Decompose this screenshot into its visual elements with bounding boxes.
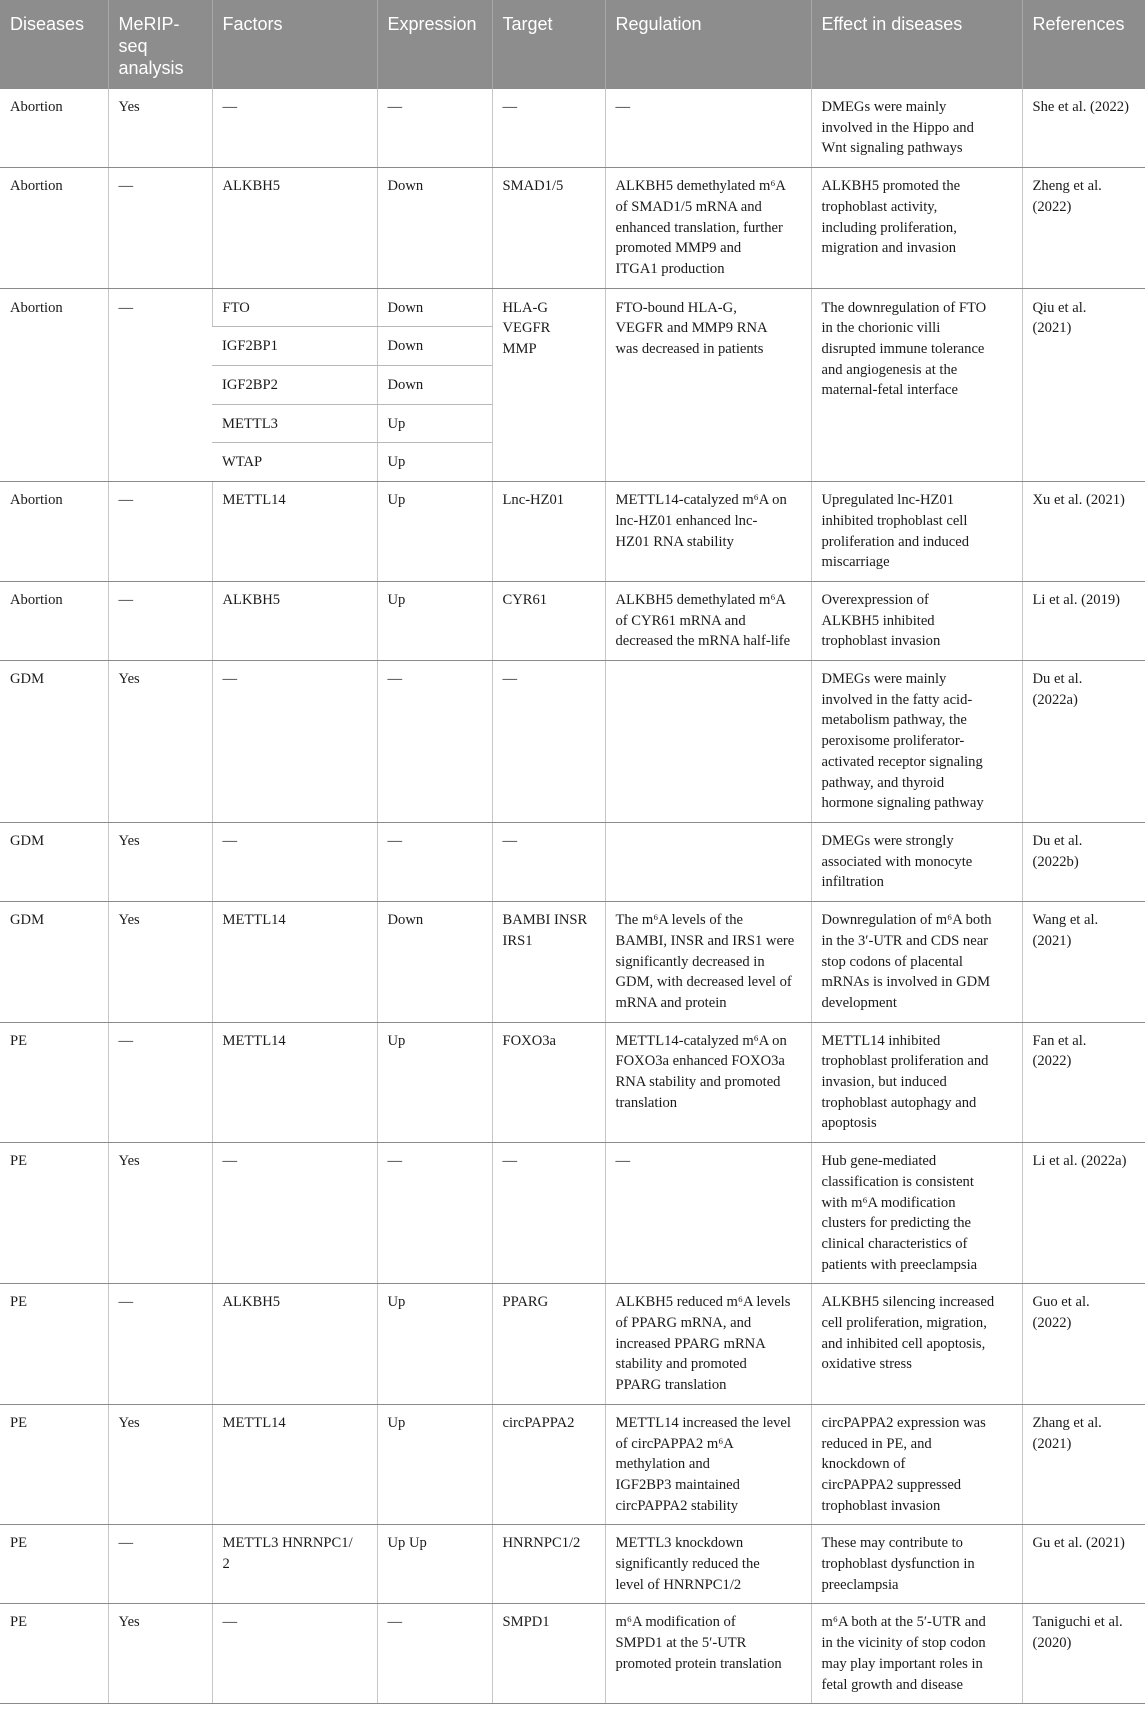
cell-disease: Abortion xyxy=(0,288,108,482)
table-row xyxy=(0,89,1145,168)
header-regulation: Regulation xyxy=(605,0,811,89)
cell-reference: Zhang et al. (2021) xyxy=(1022,1404,1145,1525)
cell-disease: PE xyxy=(0,1022,108,1143)
header-references: References xyxy=(1022,0,1145,89)
cell-expression: — xyxy=(377,1143,492,1284)
cell-disease: Abortion xyxy=(0,168,108,289)
cell-expression: Up xyxy=(377,404,492,443)
cell-target: SMPD1 xyxy=(492,1604,605,1704)
cell-reference: Gu et al. (2021) xyxy=(1022,1525,1145,1604)
cell-regulation xyxy=(605,822,811,901)
cell-merip: — xyxy=(108,1022,212,1143)
header-factors: Factors xyxy=(212,0,377,89)
cell-factor: IGF2BP2 xyxy=(212,366,377,405)
cell-merip: Yes xyxy=(108,1404,212,1525)
cell-effect: Downregulation of m⁶A both in the 3′-UTR and CDS near stop codons of placental mRNAs is involved in GDM development xyxy=(811,902,1022,1023)
cell-regulation: METTL14-catalyzed m⁶A on FOXO3a enhanced FOXO3a RNA stability and promoted translation xyxy=(605,1022,811,1143)
table-row xyxy=(0,661,1145,823)
cell-factor: — xyxy=(212,89,377,168)
cell-expression: — xyxy=(377,661,492,823)
cell-expression: — xyxy=(377,1604,492,1704)
cell-disease: Abortion xyxy=(0,89,108,168)
cell-factor: WTAP xyxy=(212,443,377,482)
cell-reference: Du et al. (2022b) xyxy=(1022,822,1145,901)
cell-merip: Yes xyxy=(108,89,212,168)
table-row xyxy=(0,1404,1145,1525)
cell-merip: — xyxy=(108,1284,212,1405)
cell-merip: Yes xyxy=(108,661,212,823)
cell-factor: METTL14 xyxy=(212,902,377,1023)
table-row xyxy=(0,1022,1145,1143)
table-row xyxy=(0,482,1145,582)
table-row xyxy=(0,288,1145,327)
cell-expression: Up xyxy=(377,482,492,582)
table-row xyxy=(0,1143,1145,1284)
cell-target: BAMBI INSR IRS1 xyxy=(492,902,605,1023)
cell-target: CYR61 xyxy=(492,581,605,660)
cell-target: PPARG xyxy=(492,1284,605,1405)
cell-effect: These may contribute to trophoblast dysfunction in preeclampsia xyxy=(811,1525,1022,1604)
cell-target: SMAD1/5 xyxy=(492,168,605,289)
cell-merip: Yes xyxy=(108,822,212,901)
cell-effect: Overexpression of ALKBH5 inhibited trophoblast invasion xyxy=(811,581,1022,660)
cell-target: HNRNPC1/2 xyxy=(492,1525,605,1604)
cell-factor: — xyxy=(212,822,377,901)
table-row xyxy=(0,1604,1145,1704)
header-row xyxy=(0,0,1145,89)
cell-factor: ALKBH5 xyxy=(212,581,377,660)
cell-expression: Down xyxy=(377,168,492,289)
cell-effect: DMEGs were strongly associated with monocyte infiltration xyxy=(811,822,1022,901)
cell-regulation: METTL14-catalyzed m⁶A on lnc-HZ01 enhanced lnc- HZ01 RNA stability xyxy=(605,482,811,582)
cell-reference: Li et al. (2022a) xyxy=(1022,1143,1145,1284)
cell-disease: PE xyxy=(0,1525,108,1604)
table-row xyxy=(0,902,1145,1023)
cell-reference: Zheng et al. (2022) xyxy=(1022,168,1145,289)
cell-target: circPAPPA2 xyxy=(492,1404,605,1525)
header-expression: Expression xyxy=(377,0,492,89)
cell-merip: — xyxy=(108,1525,212,1604)
cell-factor: — xyxy=(212,1604,377,1704)
cell-target: — xyxy=(492,822,605,901)
table-row xyxy=(0,1525,1145,1604)
cell-regulation: — xyxy=(605,89,811,168)
cell-regulation: — xyxy=(605,1143,811,1284)
cell-regulation: The m⁶A levels of the BAMBI, INSR and IRS1 were significantly decreased in GDM, with decreased level of mRNA and protein xyxy=(605,902,811,1023)
cell-effect: DMEGs were mainly involved in the fatty acid- metabolism pathway, the peroxisome proliferator- activated receptor signaling pathway, and thyroid hormone signaling pathway xyxy=(811,661,1022,823)
cell-reference: Fan et al. (2022) xyxy=(1022,1022,1145,1143)
cell-factor: METTL14 xyxy=(212,1022,377,1143)
cell-disease: Abortion xyxy=(0,581,108,660)
cell-regulation: FTO-bound HLA-G, VEGFR and MMP9 RNA was decreased in patients xyxy=(605,288,811,482)
cell-reference: She et al. (2022) xyxy=(1022,89,1145,168)
cell-reference: Li et al. (2019) xyxy=(1022,581,1145,660)
cell-expression: Up xyxy=(377,581,492,660)
cell-regulation: METTL14 increased the level of circPAPPA2 m⁶A methylation and IGF2BP3 maintained circPAPPA2 stability xyxy=(605,1404,811,1525)
cell-disease: GDM xyxy=(0,902,108,1023)
cell-effect: DMEGs were mainly involved in the Hippo and Wnt signaling pathways xyxy=(811,89,1022,168)
cell-merip: — xyxy=(108,168,212,289)
header-effect-in-diseases: Effect in diseases xyxy=(811,0,1022,89)
cell-factor: IGF2BP1 xyxy=(212,327,377,366)
cell-target: FOXO3a xyxy=(492,1022,605,1143)
cell-merip: Yes xyxy=(108,1604,212,1704)
cell-disease: PE xyxy=(0,1404,108,1525)
cell-reference: Du et al. (2022a) xyxy=(1022,661,1145,823)
cell-factor: — xyxy=(212,661,377,823)
header-target: Target xyxy=(492,0,605,89)
cell-regulation: ALKBH5 demethylated m⁶A of CYR61 mRNA and decreased the mRNA half-life xyxy=(605,581,811,660)
cell-expression: Down xyxy=(377,327,492,366)
cell-expression: Down xyxy=(377,366,492,405)
cell-factor: — xyxy=(212,1143,377,1284)
cell-regulation: METTL3 knockdown significantly reduced the level of HNRNPC1/2 xyxy=(605,1525,811,1604)
cell-effect: Hub gene-mediated classification is consistent with m⁶A modification clusters for predicting the clinical characteristics of patients with preeclampsia xyxy=(811,1143,1022,1284)
cell-expression: Up Up xyxy=(377,1525,492,1604)
cell-regulation: ALKBH5 demethylated m⁶A of SMAD1/5 mRNA and enhanced translation, further promoted MMP9 and ITGA1 production xyxy=(605,168,811,289)
cell-merip: Yes xyxy=(108,1143,212,1284)
cell-merip: — xyxy=(108,482,212,582)
cell-merip: — xyxy=(108,288,212,482)
cell-factor: METTL3 xyxy=(212,404,377,443)
cell-expression: Up xyxy=(377,1022,492,1143)
cell-disease: GDM xyxy=(0,822,108,901)
cell-effect: The downregulation of FTO in the chorionic villi disrupted immune tolerance and angiogenesis at the maternal-fetal interface xyxy=(811,288,1022,482)
cell-reference: Xu et al. (2021) xyxy=(1022,482,1145,582)
cell-regulation xyxy=(605,661,811,823)
cell-reference: Wang et al. (2021) xyxy=(1022,902,1145,1023)
cell-target: — xyxy=(492,89,605,168)
cell-disease: PE xyxy=(0,1604,108,1704)
cell-effect: ALKBH5 silencing increased cell proliferation, migration, and inhibited cell apoptosis, oxidative stress xyxy=(811,1284,1022,1405)
cell-effect: m⁶A both at the 5′-UTR and in the vicinity of stop codon may play important roles in fetal growth and disease xyxy=(811,1604,1022,1704)
cell-disease: PE xyxy=(0,1143,108,1284)
cell-expression: — xyxy=(377,822,492,901)
cell-factor: METTL3 HNRNPC1/ 2 xyxy=(212,1525,377,1604)
cell-target: — xyxy=(492,1143,605,1284)
table-row xyxy=(0,581,1145,660)
cell-target: HLA-G VEGFR MMP xyxy=(492,288,605,482)
cell-disease: PE xyxy=(0,1284,108,1405)
cell-factor: ALKBH5 xyxy=(212,168,377,289)
cell-target: — xyxy=(492,661,605,823)
cell-reference: Qiu et al. (2021) xyxy=(1022,288,1145,482)
cell-effect: ALKBH5 promoted the trophoblast activity, including proliferation, migration and invasion xyxy=(811,168,1022,289)
cell-factor: FTO xyxy=(212,288,377,327)
cell-expression: Down xyxy=(377,288,492,327)
cell-merip: — xyxy=(108,581,212,660)
cell-disease: Abortion xyxy=(0,482,108,582)
header-merip-seq-analysis: MeRIP- seq analysis xyxy=(108,0,212,89)
cell-target: Lnc-HZ01 xyxy=(492,482,605,582)
cell-reference: Taniguchi et al. (2020) xyxy=(1022,1604,1145,1704)
cell-effect: circPAPPA2 expression was reduced in PE, and knockdown of circPAPPA2 suppressed trophoblast invasion xyxy=(811,1404,1022,1525)
cell-merip: Yes xyxy=(108,902,212,1023)
cell-expression: Up xyxy=(377,1404,492,1525)
table-row xyxy=(0,822,1145,901)
cell-reference: Guo et al. (2022) xyxy=(1022,1284,1145,1405)
cell-regulation: m⁶A modification of SMPD1 at the 5′-UTR promoted protein translation xyxy=(605,1604,811,1704)
table-row xyxy=(0,1284,1145,1405)
cell-factor: METTL14 xyxy=(212,1404,377,1525)
cell-effect: Upregulated lnc-HZ01 inhibited trophoblast cell proliferation and induced miscarriage xyxy=(811,482,1022,582)
cell-expression: Up xyxy=(377,443,492,482)
cell-effect: METTL14 inhibited trophoblast proliferation and invasion, but induced trophoblast autophagy and apoptosis xyxy=(811,1022,1022,1143)
cell-regulation: ALKBH5 reduced m⁶A levels of PPARG mRNA, and increased PPARG mRNA stability and promoted PPARG translation xyxy=(605,1284,811,1405)
cell-factor: ALKBH5 xyxy=(212,1284,377,1405)
cell-factor: METTL14 xyxy=(212,482,377,582)
cell-expression: Down xyxy=(377,902,492,1023)
cell-expression: Up xyxy=(377,1284,492,1405)
cell-disease: GDM xyxy=(0,661,108,823)
header-diseases: Diseases xyxy=(0,0,108,89)
cell-expression: — xyxy=(377,89,492,168)
table-row xyxy=(0,168,1145,289)
